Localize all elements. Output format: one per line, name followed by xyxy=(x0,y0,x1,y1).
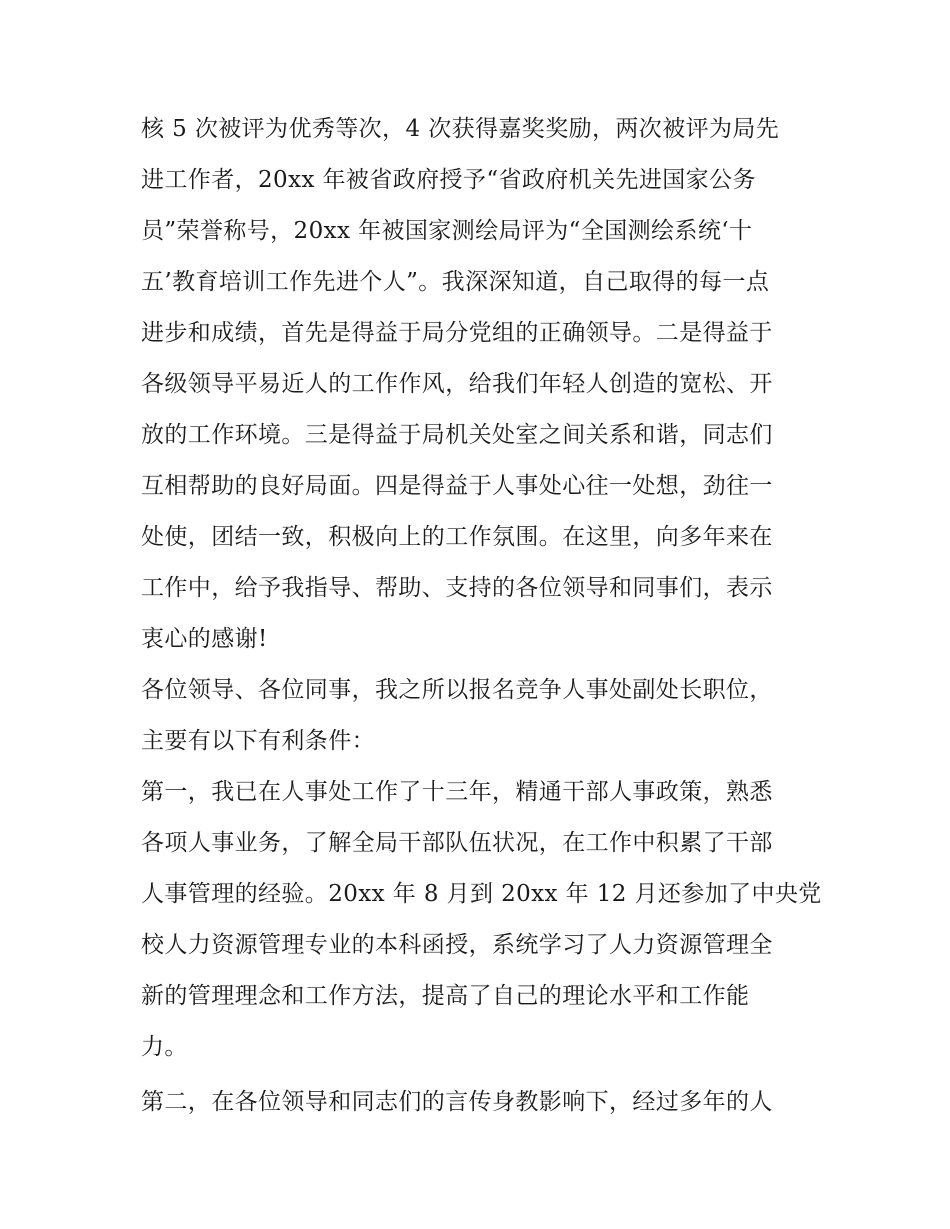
text-line: 各项人事业务，了解全局干部队伍状况，在工作中积累了干部 xyxy=(141,830,773,856)
body-text xyxy=(141,104,821,1128)
text-line: 各位领导、各位同事，我之所以报名竞争人事处副处长职位， xyxy=(141,677,773,703)
text-line: 主要有以下有利条件： xyxy=(141,728,375,754)
text-line: 放的工作环境。三是得益于局机关处室之间关系和谐，同志们 xyxy=(141,422,773,448)
text-line: 核 5 次被评为优秀等次，4 次获得嘉奖奖励，两次被评为局先 xyxy=(141,116,780,142)
text-line: 第二，在各位领导和同志们的言传身教影响下，经过多年的人 xyxy=(141,1089,773,1115)
text-line: 第一，我已在人事处工作了十三年，精通干部人事政策，熟悉 xyxy=(141,779,773,805)
text-line: 力。 xyxy=(141,1034,188,1060)
text-line: 进工作者，20xx 年被省政府授予“省政府机关先进国家公务 xyxy=(141,167,756,193)
text-line: 衷心的感谢! xyxy=(141,626,268,652)
text-line: 进步和成绩，首先是得益于局分党组的正确领导。二是得益于 xyxy=(141,320,773,346)
text-line: 各级领导平易近人的工作作风，给我们年轻人创造的宽松、开 xyxy=(141,371,773,397)
text-line: 工作中，给予我指导、帮助、支持的各位领导和同事们，表示 xyxy=(141,575,773,601)
text-line: 处使，团结一致，积极向上的工作氛围。在这里，向多年来在 xyxy=(141,524,773,550)
text-line: 新的管理理念和工作方法，提高了自己的理论水平和工作能 xyxy=(141,983,750,1009)
text-line: 人事管理的经验。20xx 年 8 月到 20xx 年 12 月还参加了中央党 xyxy=(141,881,822,907)
text-line: 员”荣誉称号，20xx 年被国家测绘局评为“全国测绘系统‘十 xyxy=(141,218,753,244)
text-line: 互相帮助的良好局面。四是得益于人事处心往一处想，劲往一 xyxy=(141,473,773,499)
text-line: 校人力资源管理专业的本科函授，系统学习了人力资源管理全 xyxy=(141,932,773,958)
text-line: 五’教育培训工作先进个人”。我深深知道，自己取得的每一点 xyxy=(141,269,770,295)
